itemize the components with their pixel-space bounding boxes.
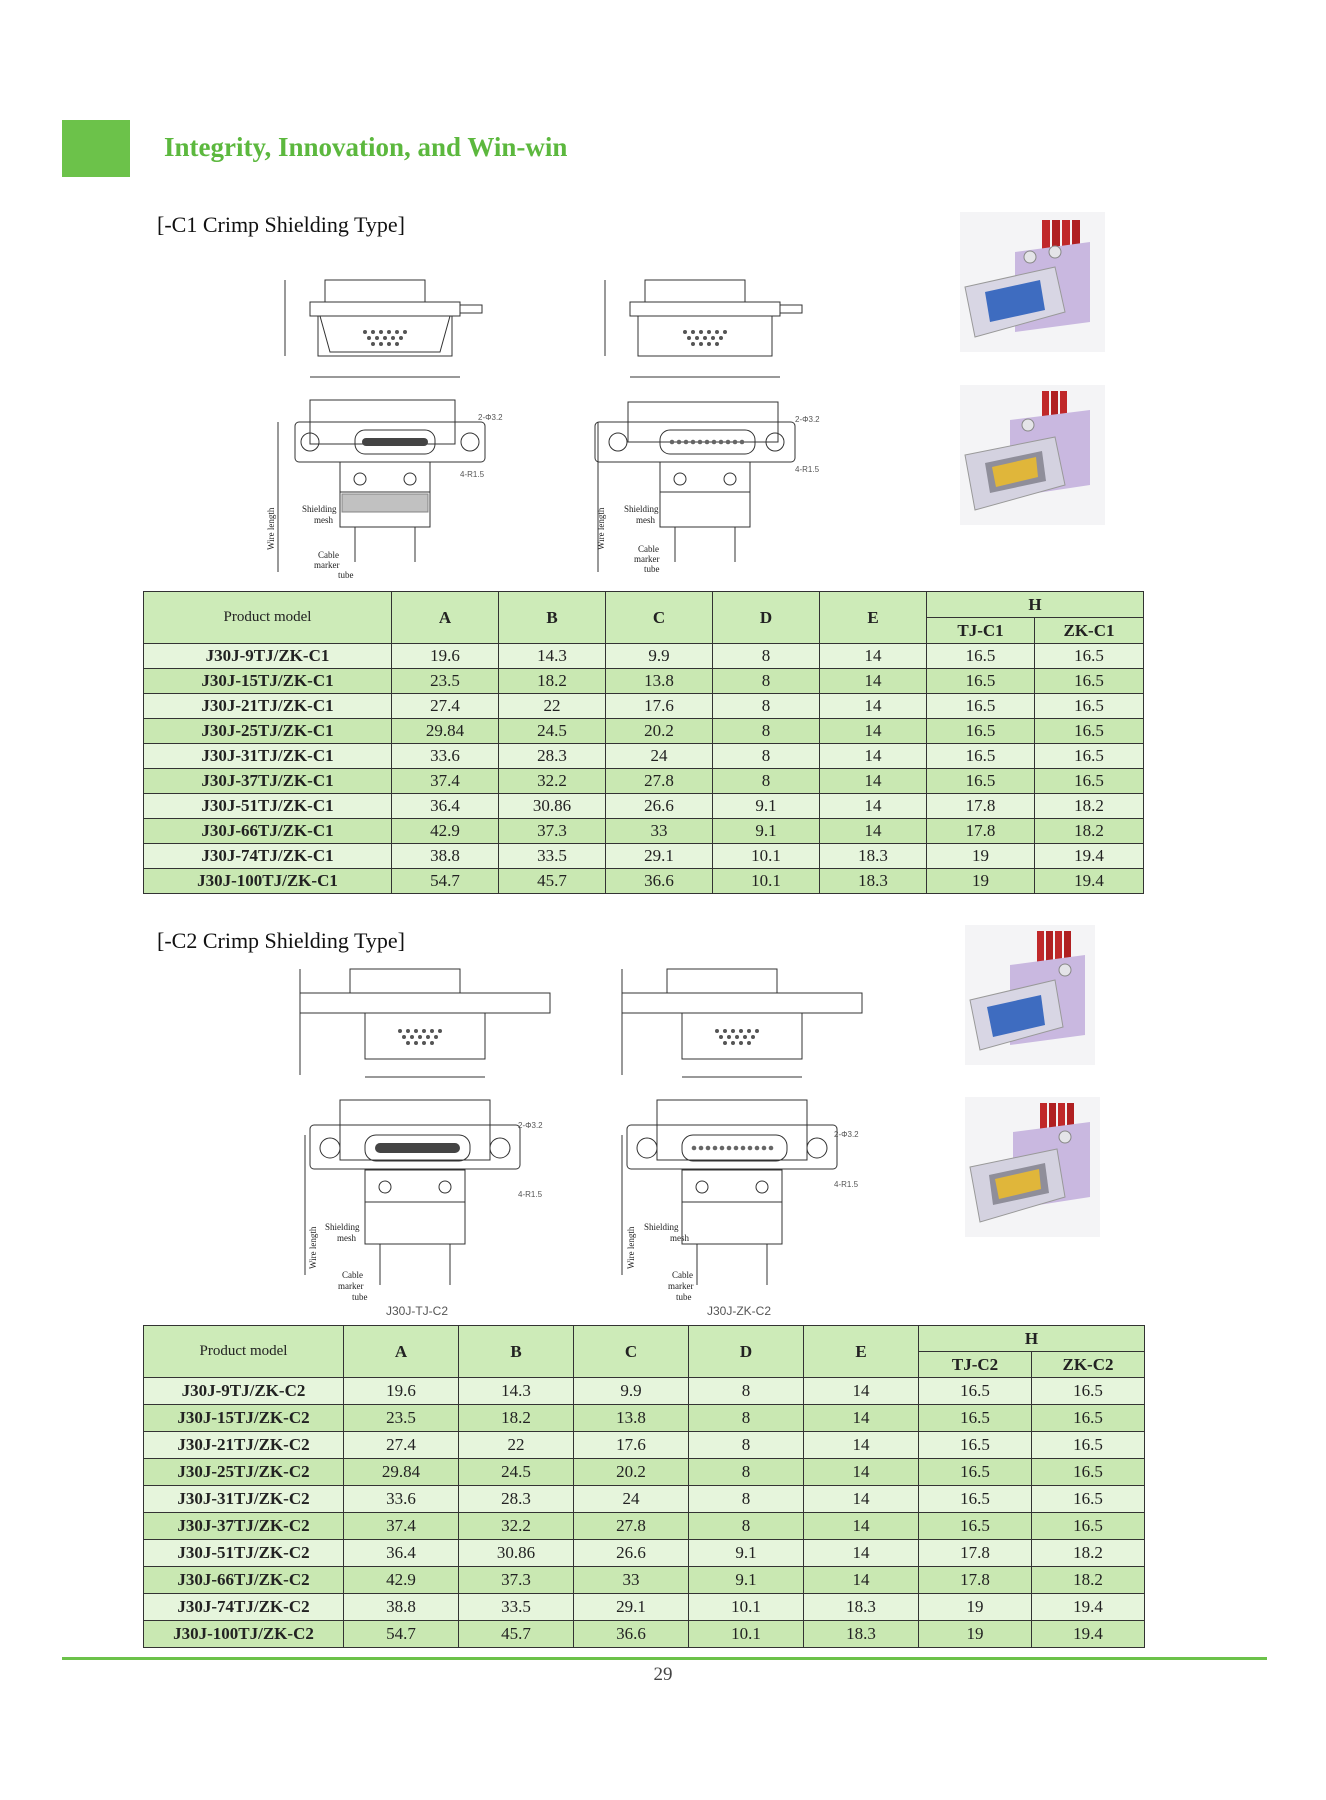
table-cell: 30.86 xyxy=(459,1540,574,1567)
c2-drawing-tj xyxy=(290,965,560,1320)
table-cell: 19.4 xyxy=(1032,1594,1145,1621)
table-cell: 33 xyxy=(606,819,713,844)
table-cell: 37.3 xyxy=(499,819,606,844)
c2-header-b: B xyxy=(459,1326,574,1378)
c2-header-h-zk: ZK-C2 xyxy=(1032,1352,1145,1378)
table-cell: 19 xyxy=(927,869,1035,894)
table-cell: 28.3 xyxy=(459,1486,574,1513)
table-cell: 16.5 xyxy=(927,644,1035,669)
table-cell: 19.6 xyxy=(392,644,499,669)
c2-spec-table xyxy=(143,1325,1145,1648)
table-cell: 14 xyxy=(804,1405,919,1432)
c1-zk-wire-length-label: Wire length xyxy=(596,507,606,550)
table-row xyxy=(144,669,1144,694)
table-cell: 8 xyxy=(713,769,820,794)
table-cell: 37.4 xyxy=(344,1513,459,1540)
product-model-cell: J30J-9TJ/ZK-C1 xyxy=(144,644,392,669)
c1-zk-shielding-label: Shielding xyxy=(624,504,659,514)
c2-tj-shielding-label: Shielding xyxy=(325,1222,360,1232)
table-cell: 16.5 xyxy=(919,1486,1032,1513)
table-cell: 22 xyxy=(499,694,606,719)
table-cell: 29.1 xyxy=(574,1594,689,1621)
table-cell: 17.8 xyxy=(927,794,1035,819)
c2-header-a: A xyxy=(344,1326,459,1378)
c1-zk-tube-label: tube xyxy=(644,564,660,574)
product-model-cell: J30J-74TJ/ZK-C2 xyxy=(144,1594,344,1621)
product-model-cell: J30J-31TJ/ZK-C2 xyxy=(144,1486,344,1513)
table-cell: 16.5 xyxy=(927,694,1035,719)
table-cell: 19.4 xyxy=(1032,1621,1145,1648)
c1-tj-mesh-label: mesh xyxy=(314,515,333,525)
table-cell: 19.6 xyxy=(344,1378,459,1405)
table-cell: 27.4 xyxy=(344,1432,459,1459)
c1-tj-cable-label: Cable xyxy=(318,550,339,560)
product-model-cell: J30J-25TJ/ZK-C1 xyxy=(144,719,392,744)
table-cell: 36.4 xyxy=(344,1540,459,1567)
c2-zk-marker-label: marker xyxy=(668,1281,694,1291)
c1-tj-radius-label: 4-R1.5 xyxy=(460,470,485,479)
c2-zk-tube-label: tube xyxy=(676,1292,692,1302)
table-cell: 8 xyxy=(713,694,820,719)
table-row xyxy=(144,1486,1145,1513)
table-cell: 33.5 xyxy=(459,1594,574,1621)
table-cell: 45.7 xyxy=(459,1621,574,1648)
table-row xyxy=(144,1513,1145,1540)
c1-zk-marker-label: marker xyxy=(634,554,660,564)
c2-tj-radius-label: 4-R1.5 xyxy=(518,1190,543,1199)
table-cell: 16.5 xyxy=(1032,1513,1145,1540)
c1-header-d: D xyxy=(713,592,820,644)
table-cell: 14 xyxy=(804,1567,919,1594)
c1-header-h: H xyxy=(927,592,1144,618)
table-cell: 16.5 xyxy=(919,1432,1032,1459)
table-cell: 16.5 xyxy=(1035,644,1144,669)
table-cell: 9.1 xyxy=(713,819,820,844)
table-row xyxy=(144,644,1144,669)
table-cell: 33.6 xyxy=(392,744,499,769)
table-cell: 29.1 xyxy=(606,844,713,869)
table-cell: 17.8 xyxy=(927,819,1035,844)
c2-header-d: D xyxy=(689,1326,804,1378)
table-cell: 14 xyxy=(820,719,927,744)
table-cell: 36.6 xyxy=(574,1621,689,1648)
table-cell: 32.2 xyxy=(459,1513,574,1540)
table-cell: 45.7 xyxy=(499,869,606,894)
table-cell: 23.5 xyxy=(392,669,499,694)
c2-tj-tube-label: tube xyxy=(352,1292,368,1302)
c2-tj-mesh-label: mesh xyxy=(337,1233,356,1243)
table-cell: 8 xyxy=(689,1459,804,1486)
c1-tj-tube-label: tube xyxy=(338,570,354,580)
c1-header-product-model: Product model xyxy=(144,592,392,644)
c1-zk-cable-label: Cable xyxy=(638,544,659,554)
header-green-block xyxy=(62,120,130,177)
c2-tj-marker-label: marker xyxy=(338,1281,364,1291)
c1-header-b: B xyxy=(499,592,606,644)
product-model-cell: J30J-21TJ/ZK-C2 xyxy=(144,1432,344,1459)
c2-zk-shielding-label: Shielding xyxy=(644,1222,679,1232)
c2-header-h: H xyxy=(919,1326,1145,1352)
table-cell: 17.6 xyxy=(574,1432,689,1459)
table-cell: 42.9 xyxy=(344,1567,459,1594)
table-cell: 37.4 xyxy=(392,769,499,794)
table-cell: 9.9 xyxy=(606,644,713,669)
table-row xyxy=(144,794,1144,819)
c2-zk-mesh-label: mesh xyxy=(670,1233,689,1243)
table-cell: 14 xyxy=(820,769,927,794)
table-cell: 8 xyxy=(713,644,820,669)
section-title-c1: [-C1 Crimp Shielding Type] xyxy=(157,212,405,237)
table-cell: 16.5 xyxy=(1035,669,1144,694)
c1-zk-hole-label: 2-Φ3.2 xyxy=(795,415,820,424)
page-slogan: Integrity, Innovation, and Win-win xyxy=(164,132,568,162)
table-cell: 26.6 xyxy=(606,794,713,819)
c2-tj-cable-label: Cable xyxy=(342,1270,363,1280)
c1-tj-marker-label: marker xyxy=(314,560,340,570)
table-cell: 38.8 xyxy=(344,1594,459,1621)
c2-zk-hole-label: 2-Φ3.2 xyxy=(834,1130,859,1139)
section-title-c2: [-C2 Crimp Shielding Type] xyxy=(157,928,405,953)
table-row xyxy=(144,1567,1145,1594)
table-cell: 17.8 xyxy=(919,1540,1032,1567)
table-cell: 14 xyxy=(820,794,927,819)
table-cell: 24 xyxy=(606,744,713,769)
table-cell: 8 xyxy=(689,1405,804,1432)
table-cell: 36.4 xyxy=(392,794,499,819)
table-cell: 18.2 xyxy=(1032,1567,1145,1594)
table-cell: 20.2 xyxy=(606,719,713,744)
table-cell: 16.5 xyxy=(919,1405,1032,1432)
table-cell: 16.5 xyxy=(1035,719,1144,744)
product-model-cell: J30J-21TJ/ZK-C1 xyxy=(144,694,392,719)
table-cell: 20.2 xyxy=(574,1459,689,1486)
table-cell: 16.5 xyxy=(1035,769,1144,794)
table-cell: 17.6 xyxy=(606,694,713,719)
table-cell: 27.4 xyxy=(392,694,499,719)
product-model-cell: J30J-37TJ/ZK-C2 xyxy=(144,1513,344,1540)
table-cell: 14 xyxy=(820,744,927,769)
table-cell: 18.3 xyxy=(804,1594,919,1621)
c1-tj-shielding-label: Shielding xyxy=(302,504,337,514)
table-cell: 19 xyxy=(919,1621,1032,1648)
c2-zk-caption: J30J-ZK-C2 xyxy=(707,1304,772,1318)
table-cell: 9.1 xyxy=(713,794,820,819)
table-cell: 18.3 xyxy=(804,1621,919,1648)
c2-zk-cable-label: Cable xyxy=(672,1270,693,1280)
table-cell: 18.2 xyxy=(1032,1540,1145,1567)
product-model-cell: J30J-100TJ/ZK-C2 xyxy=(144,1621,344,1648)
table-row xyxy=(144,719,1144,744)
table-cell: 26.6 xyxy=(574,1540,689,1567)
table-row xyxy=(144,769,1144,794)
c2-header-h-tj: TJ-C2 xyxy=(919,1352,1032,1378)
table-cell: 22 xyxy=(459,1432,574,1459)
table-cell: 16.5 xyxy=(1032,1486,1145,1513)
table-cell: 8 xyxy=(689,1513,804,1540)
product-model-cell: J30J-15TJ/ZK-C2 xyxy=(144,1405,344,1432)
product-model-cell: J30J-25TJ/ZK-C2 xyxy=(144,1459,344,1486)
table-cell: 10.1 xyxy=(689,1621,804,1648)
table-cell: 10.1 xyxy=(713,869,820,894)
table-cell: 19.4 xyxy=(1035,869,1144,894)
table-cell: 8 xyxy=(689,1432,804,1459)
table-row xyxy=(144,1432,1145,1459)
table-cell: 16.5 xyxy=(927,669,1035,694)
c1-header-c: C xyxy=(606,592,713,644)
c2-header-c: C xyxy=(574,1326,689,1378)
c1-header-h-zk: ZK-C1 xyxy=(1035,618,1144,644)
table-cell: 38.8 xyxy=(392,844,499,869)
table-row xyxy=(144,844,1144,869)
product-model-cell: J30J-74TJ/ZK-C1 xyxy=(144,844,392,869)
c2-tj-caption: J30J-TJ-C2 xyxy=(386,1304,449,1318)
table-row xyxy=(144,1621,1145,1648)
c1-header-e: E xyxy=(820,592,927,644)
table-cell: 16.5 xyxy=(1032,1378,1145,1405)
table-cell: 24.5 xyxy=(459,1459,574,1486)
table-cell: 14.3 xyxy=(459,1378,574,1405)
table-cell: 33 xyxy=(574,1567,689,1594)
table-cell: 18.3 xyxy=(820,869,927,894)
table-cell: 16.5 xyxy=(1032,1459,1145,1486)
table-cell: 10.1 xyxy=(713,844,820,869)
table-cell: 8 xyxy=(713,669,820,694)
table-cell: 14 xyxy=(804,1513,919,1540)
table-cell: 54.7 xyxy=(392,869,499,894)
c1-tj-wire-length-label: Wire length xyxy=(266,507,276,550)
c1-spec-table xyxy=(143,591,1144,894)
table-cell: 33.6 xyxy=(344,1486,459,1513)
table-row xyxy=(144,1540,1145,1567)
c1-zk-radius-label: 4-R1.5 xyxy=(795,465,820,474)
table-cell: 42.9 xyxy=(392,819,499,844)
table-cell: 36.6 xyxy=(606,869,713,894)
table-row xyxy=(144,1459,1145,1486)
table-cell: 14 xyxy=(804,1540,919,1567)
table-cell: 16.5 xyxy=(919,1513,1032,1540)
c1-tj-hole-label: 2-Φ3.2 xyxy=(478,413,503,422)
table-cell: 27.8 xyxy=(606,769,713,794)
product-model-cell: J30J-51TJ/ZK-C1 xyxy=(144,794,392,819)
table-cell: 18.3 xyxy=(820,844,927,869)
table-cell: 9.1 xyxy=(689,1540,804,1567)
table-row xyxy=(144,869,1144,894)
table-cell: 17.8 xyxy=(919,1567,1032,1594)
table-cell: 8 xyxy=(689,1486,804,1513)
table-cell: 24 xyxy=(574,1486,689,1513)
product-model-cell: J30J-100TJ/ZK-C1 xyxy=(144,869,392,894)
table-cell: 8 xyxy=(689,1378,804,1405)
footer-divider xyxy=(62,1657,1267,1660)
table-cell: 9.9 xyxy=(574,1378,689,1405)
table-cell: 16.5 xyxy=(927,769,1035,794)
c1-zk-mesh-label: mesh xyxy=(636,515,655,525)
table-row xyxy=(144,1594,1145,1621)
c1-drawing-tj xyxy=(266,272,503,582)
table-row xyxy=(144,1405,1145,1432)
c2-header-product-model: Product model xyxy=(144,1326,344,1378)
table-cell: 18.2 xyxy=(499,669,606,694)
table-cell: 14 xyxy=(804,1378,919,1405)
table-cell: 19 xyxy=(919,1594,1032,1621)
table-cell: 28.3 xyxy=(499,744,606,769)
table-cell: 14 xyxy=(820,644,927,669)
c1-header-a: A xyxy=(392,592,499,644)
table-cell: 19.4 xyxy=(1035,844,1144,869)
product-model-cell: J30J-66TJ/ZK-C1 xyxy=(144,819,392,844)
c1-render-male xyxy=(960,385,1105,530)
table-cell: 10.1 xyxy=(689,1594,804,1621)
table-cell: 16.5 xyxy=(1032,1432,1145,1459)
table-row xyxy=(144,744,1144,769)
table-cell: 54.7 xyxy=(344,1621,459,1648)
table-row xyxy=(144,1378,1145,1405)
table-cell: 19 xyxy=(927,844,1035,869)
c1-header-h-tj: TJ-C1 xyxy=(927,618,1035,644)
table-cell: 16.5 xyxy=(1032,1405,1145,1432)
table-cell: 29.84 xyxy=(392,719,499,744)
product-model-cell: J30J-37TJ/ZK-C1 xyxy=(144,769,392,794)
table-cell: 8 xyxy=(713,719,820,744)
table-cell: 18.2 xyxy=(1035,819,1144,844)
product-model-cell: J30J-9TJ/ZK-C2 xyxy=(144,1378,344,1405)
table-cell: 16.5 xyxy=(919,1459,1032,1486)
table-cell: 14 xyxy=(804,1486,919,1513)
table-cell: 14 xyxy=(804,1432,919,1459)
c2-tj-hole-label: 2-Φ3.2 xyxy=(518,1121,543,1130)
table-row xyxy=(144,819,1144,844)
c1-drawing-zk xyxy=(590,272,830,582)
table-cell: 18.2 xyxy=(1035,794,1144,819)
product-model-cell: J30J-51TJ/ZK-C2 xyxy=(144,1540,344,1567)
table-cell: 18.2 xyxy=(459,1405,574,1432)
table-cell: 16.5 xyxy=(1035,694,1144,719)
c2-header-e: E xyxy=(804,1326,919,1378)
table-cell: 16.5 xyxy=(1035,744,1144,769)
c2-tj-wire-length-label: Wire length xyxy=(308,1226,318,1269)
table-cell: 8 xyxy=(713,744,820,769)
table-cell: 16.5 xyxy=(919,1378,1032,1405)
c2-render-female xyxy=(965,925,1095,1070)
table-cell: 24.5 xyxy=(499,719,606,744)
table-cell: 14 xyxy=(804,1459,919,1486)
c2-drawing-zk xyxy=(612,965,882,1320)
table-cell: 16.5 xyxy=(927,744,1035,769)
table-cell: 14 xyxy=(820,819,927,844)
table-cell: 37.3 xyxy=(459,1567,574,1594)
table-cell: 29.84 xyxy=(344,1459,459,1486)
table-cell: 13.8 xyxy=(606,669,713,694)
table-cell: 16.5 xyxy=(927,719,1035,744)
product-model-cell: J30J-15TJ/ZK-C1 xyxy=(144,669,392,694)
table-cell: 33.5 xyxy=(499,844,606,869)
product-model-cell: J30J-31TJ/ZK-C1 xyxy=(144,744,392,769)
table-cell: 27.8 xyxy=(574,1513,689,1540)
table-cell: 14.3 xyxy=(499,644,606,669)
table-row xyxy=(144,694,1144,719)
product-model-cell: J30J-66TJ/ZK-C2 xyxy=(144,1567,344,1594)
table-cell: 30.86 xyxy=(499,794,606,819)
page-number: 29 xyxy=(653,1664,673,1685)
table-cell: 9.1 xyxy=(689,1567,804,1594)
c2-zk-radius-label: 4-R1.5 xyxy=(834,1180,859,1189)
c1-render-female xyxy=(960,212,1105,357)
table-cell: 14 xyxy=(820,669,927,694)
table-cell: 13.8 xyxy=(574,1405,689,1432)
table-cell: 23.5 xyxy=(344,1405,459,1432)
table-cell: 32.2 xyxy=(499,769,606,794)
table-cell: 14 xyxy=(820,694,927,719)
c2-render-male xyxy=(965,1097,1100,1242)
c2-zk-wire-length-label: Wire length xyxy=(626,1226,636,1269)
